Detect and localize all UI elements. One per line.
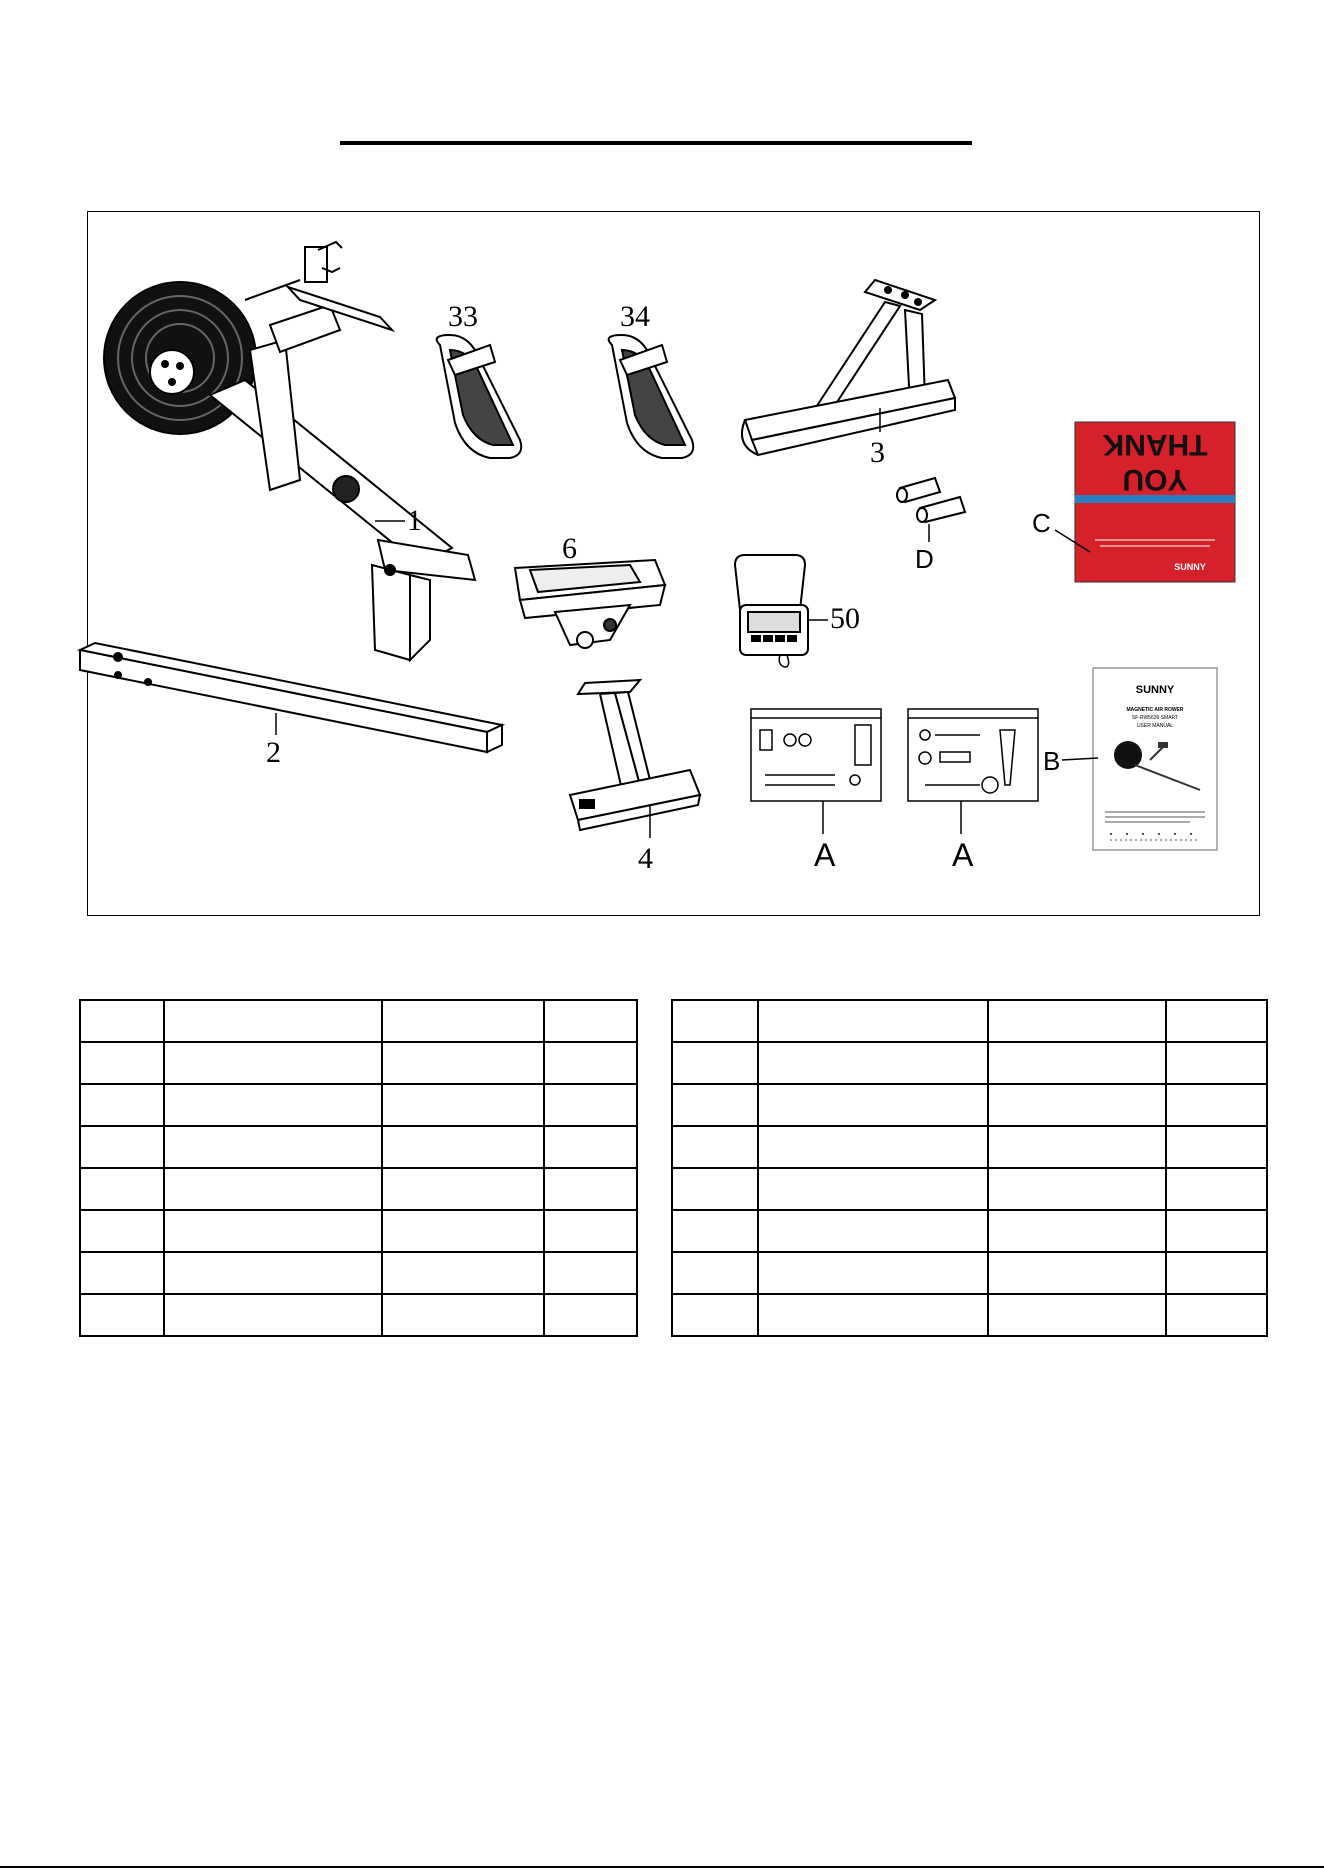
table-row	[80, 1126, 637, 1168]
table-cell	[988, 1084, 1166, 1126]
table-row	[80, 1000, 637, 1042]
table-cell	[164, 1126, 382, 1168]
table-cell	[758, 1168, 988, 1210]
table-cell	[672, 1084, 758, 1126]
table-cell	[382, 1210, 544, 1252]
table-cell	[758, 1000, 988, 1042]
table-cell	[758, 1294, 988, 1336]
callout-1: 1	[407, 504, 422, 537]
table-cell	[544, 1084, 637, 1126]
part-3-front-stabilizer	[742, 280, 955, 455]
table-cell	[382, 1126, 544, 1168]
part-33-left-pedal	[437, 335, 522, 458]
part-2-rail	[80, 643, 502, 752]
table-row	[80, 1294, 637, 1336]
callout-c: C	[1032, 508, 1051, 538]
table-cell	[544, 1294, 637, 1336]
booklet-c	[1075, 422, 1235, 582]
table-row	[672, 1042, 1267, 1084]
table-cell	[1166, 1210, 1267, 1252]
callout-6: 6	[562, 532, 577, 565]
table-row	[672, 1084, 1267, 1126]
table-cell	[544, 1252, 637, 1294]
table-row	[672, 1294, 1267, 1336]
table-cell	[672, 1210, 758, 1252]
callout-3: 3	[870, 436, 885, 469]
table-cell	[382, 1042, 544, 1084]
table-cell	[544, 1000, 637, 1042]
callout-a-right: A	[952, 837, 974, 873]
part-4-rear-stabilizer	[570, 680, 700, 830]
table-cell	[80, 1126, 164, 1168]
table-cell	[164, 1210, 382, 1252]
manual-b-brand: SUNNY	[1135, 684, 1175, 696]
table-cell	[164, 1252, 382, 1294]
table-cell	[80, 1000, 164, 1042]
table-cell	[672, 1252, 758, 1294]
table-cell	[382, 1294, 544, 1336]
table-row	[80, 1042, 637, 1084]
callout-d: D	[915, 544, 934, 574]
table-cell	[1166, 1168, 1267, 1210]
table-cell	[80, 1210, 164, 1252]
callout-a-left: A	[814, 837, 836, 873]
table-cell	[544, 1126, 637, 1168]
booklet-c-line1: THANK	[1102, 428, 1208, 461]
table-cell	[1166, 1084, 1267, 1126]
user-manual-b	[1093, 668, 1217, 850]
manual-b-line2: SF-RW5639 SMART	[1131, 715, 1179, 721]
table-cell	[382, 1252, 544, 1294]
table-row	[672, 1126, 1267, 1168]
table-cell	[672, 1042, 758, 1084]
table-cell	[758, 1042, 988, 1084]
table-cell	[988, 1294, 1166, 1336]
table-cell	[164, 1084, 382, 1126]
table-cell	[164, 1168, 382, 1210]
table-cell	[382, 1000, 544, 1042]
table-cell	[988, 1126, 1166, 1168]
manual-b-line1: MAGNETIC AIR ROWER	[1126, 707, 1184, 713]
table-cell	[80, 1084, 164, 1126]
table-row	[80, 1252, 637, 1294]
table-row	[80, 1084, 637, 1126]
table-cell	[1166, 1252, 1267, 1294]
table-cell	[672, 1294, 758, 1336]
table-row	[672, 1210, 1267, 1252]
callout-50: 50	[830, 602, 860, 635]
table-cell	[544, 1168, 637, 1210]
table-cell	[672, 1168, 758, 1210]
table-cell	[80, 1168, 164, 1210]
table-cell	[544, 1210, 637, 1252]
table-cell	[80, 1042, 164, 1084]
callout-b: B	[1043, 746, 1061, 776]
table-cell	[758, 1126, 988, 1168]
booklet-c-line2: YOU	[1122, 463, 1188, 496]
table-cell	[1166, 1042, 1267, 1084]
table-cell	[80, 1252, 164, 1294]
parts-table-left	[79, 999, 638, 1337]
callout-4: 4	[638, 842, 653, 875]
table-cell	[988, 1000, 1166, 1042]
parts-table-right	[671, 999, 1268, 1337]
table-row	[672, 1252, 1267, 1294]
table-cell	[988, 1252, 1166, 1294]
table-cell	[164, 1000, 382, 1042]
part-1-main-frame	[104, 242, 475, 660]
table-cell	[1166, 1294, 1267, 1336]
callout-2: 2	[266, 736, 281, 769]
manual-b-line3: USER MANUAL	[1136, 723, 1174, 729]
table-cell	[1166, 1000, 1267, 1042]
part-50-console	[735, 555, 808, 667]
table-cell	[382, 1084, 544, 1126]
table-row	[80, 1210, 637, 1252]
table-cell	[1166, 1126, 1267, 1168]
table-row	[672, 1168, 1267, 1210]
callout-34: 34	[620, 300, 650, 333]
hardware-card-a-right	[908, 709, 1038, 801]
part-d-rollers	[897, 478, 965, 522]
table-cell	[988, 1042, 1166, 1084]
table-cell	[164, 1042, 382, 1084]
table-cell	[544, 1042, 637, 1084]
table-cell	[672, 1126, 758, 1168]
table-cell	[382, 1168, 544, 1210]
table-cell	[758, 1210, 988, 1252]
table-row	[80, 1168, 637, 1210]
table-cell	[758, 1084, 988, 1126]
table-cell	[758, 1252, 988, 1294]
table-cell	[80, 1294, 164, 1336]
part-34-right-pedal	[609, 335, 694, 458]
booklet-c-brand: SUNNY	[1174, 562, 1206, 572]
table-cell	[988, 1168, 1166, 1210]
table-row	[672, 1000, 1267, 1042]
callout-33: 33	[448, 300, 478, 333]
hardware-card-a-left	[751, 709, 881, 801]
table-cell	[988, 1210, 1166, 1252]
bottom-rule	[0, 1866, 1324, 1868]
table-cell	[164, 1294, 382, 1336]
part-6-seat	[515, 560, 665, 648]
table-cell	[672, 1000, 758, 1042]
